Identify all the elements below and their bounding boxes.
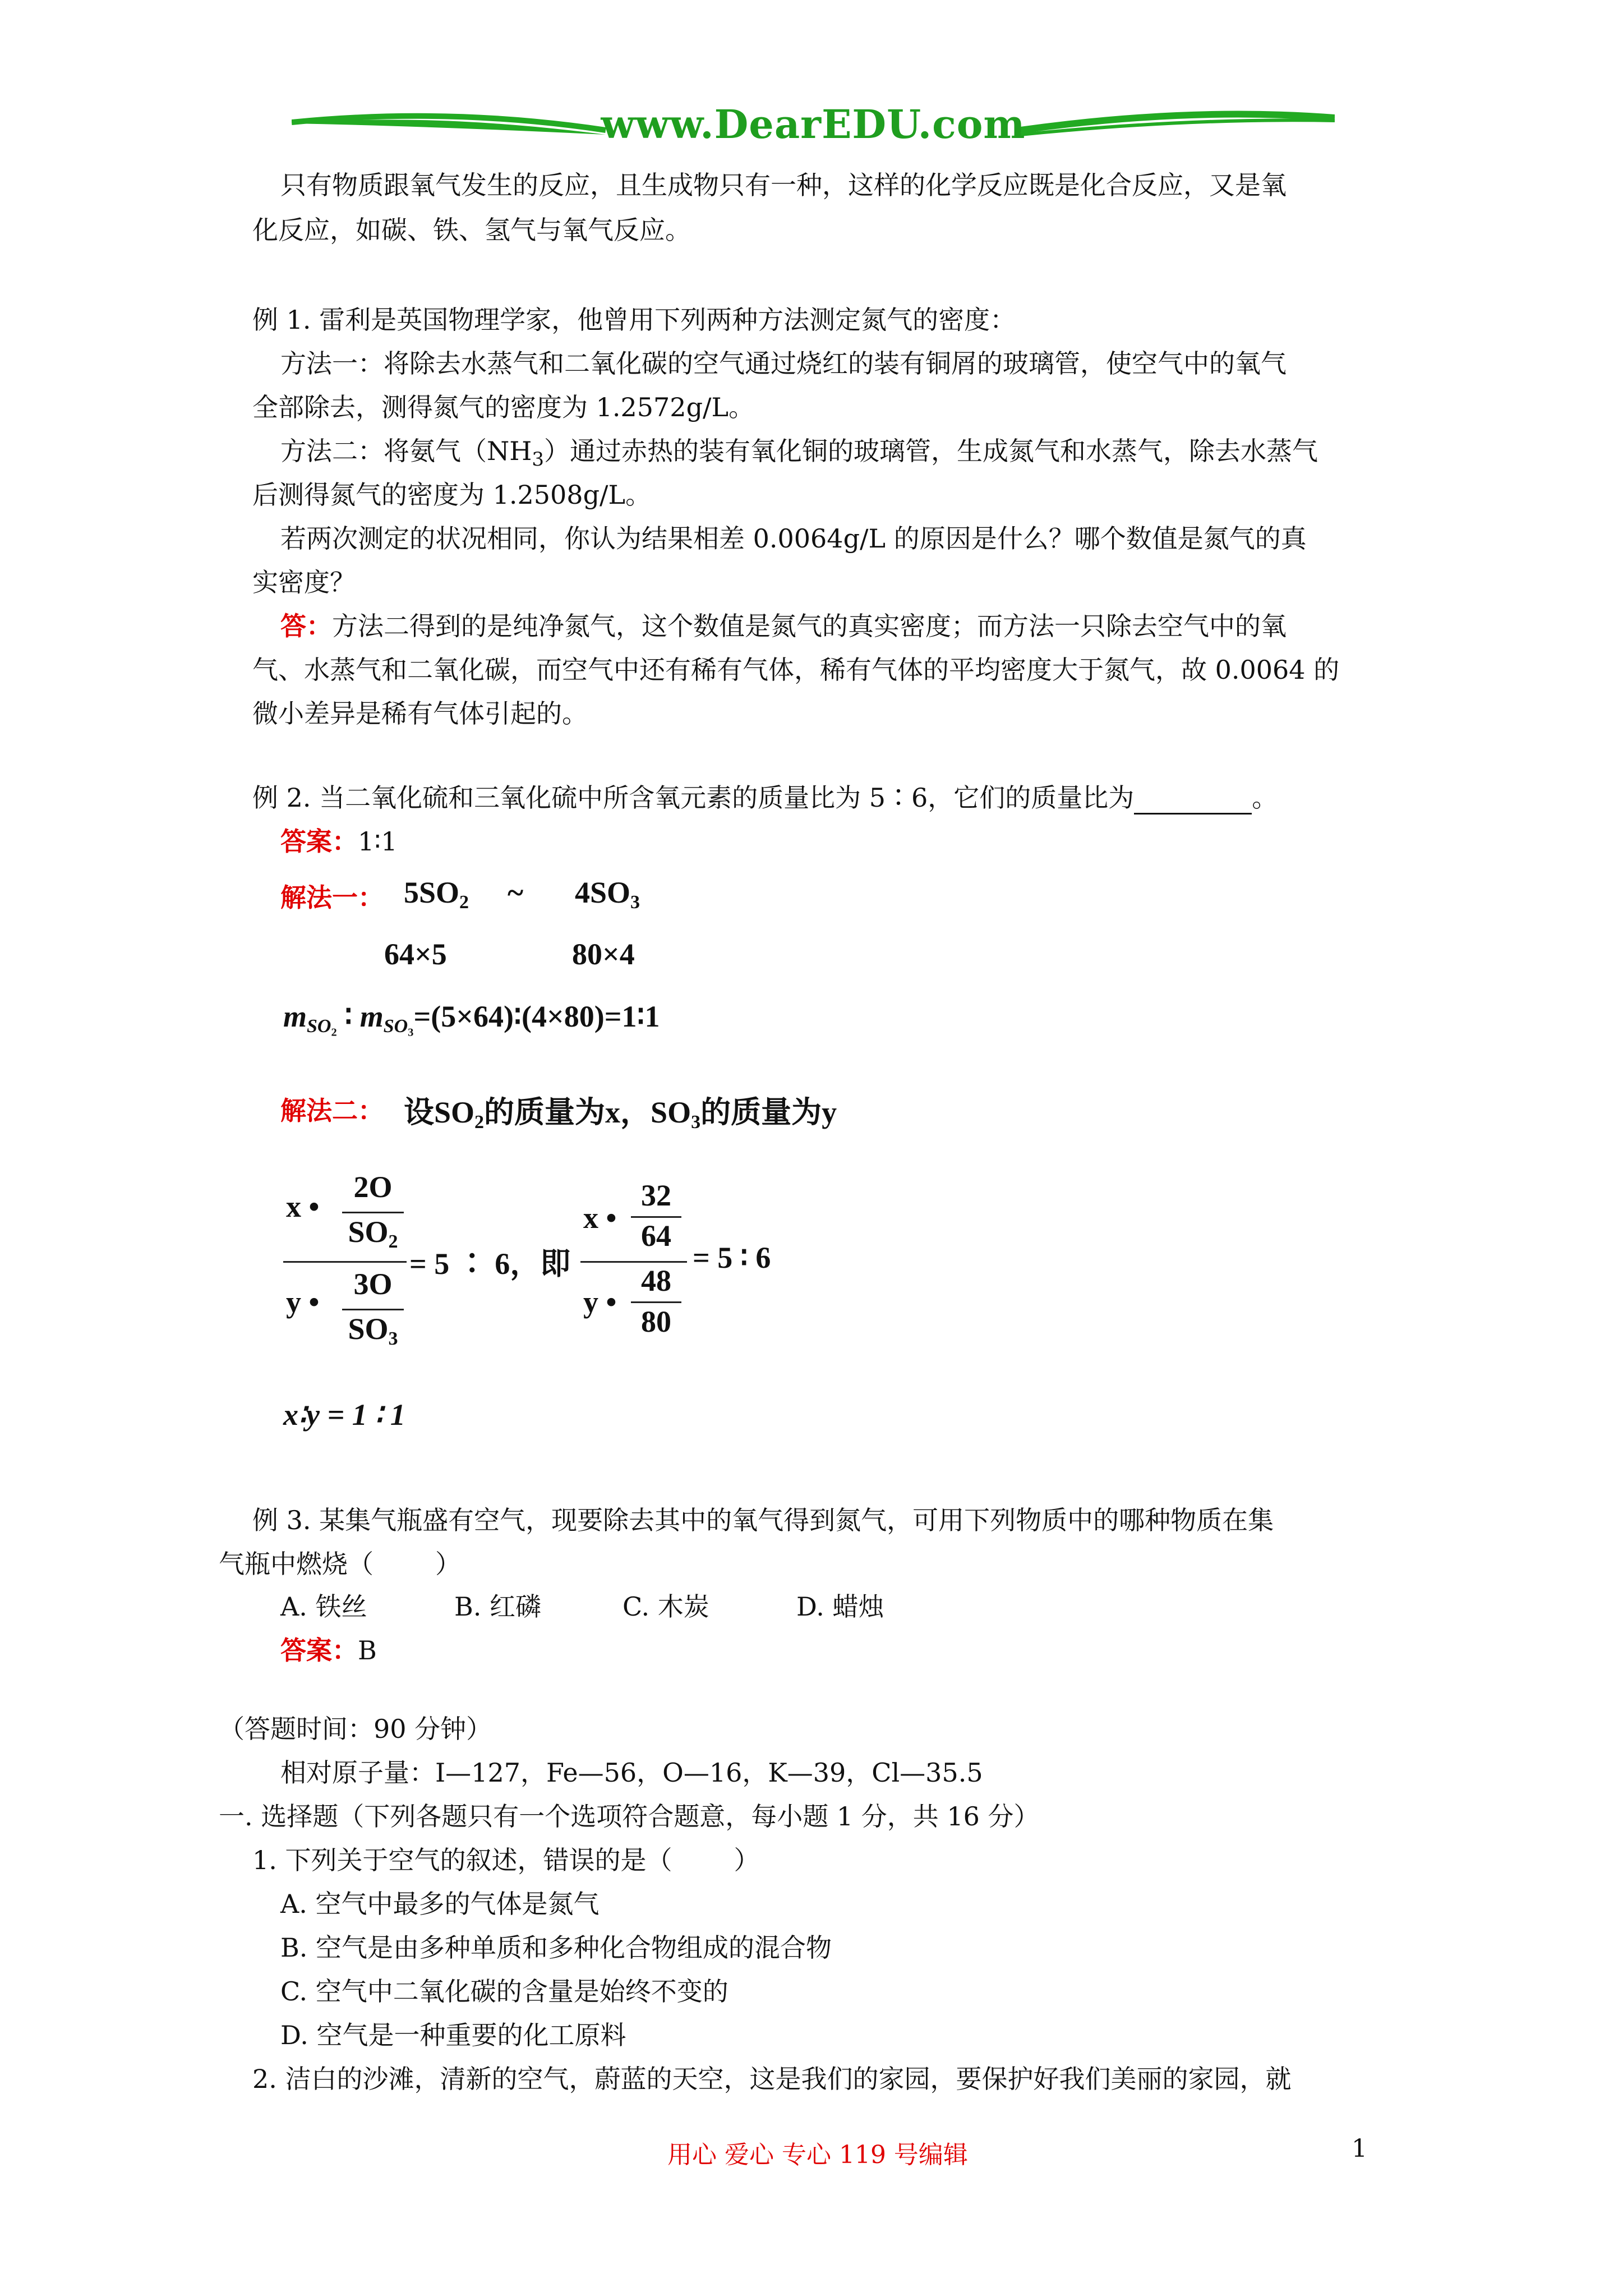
ex3-q2-post: ） xyxy=(435,1549,461,1579)
frac1-SO2-text: SO xyxy=(348,1215,389,1249)
ex3-q2-pre: 气瓶中燃烧（ xyxy=(219,1549,374,1579)
footer-text: 用心 爱心 专心 119 号编辑 xyxy=(667,2141,968,2169)
exam-q1-option-a: A. 空气中最多的气体是氮气 xyxy=(280,1889,600,1919)
ex1-answer-text: 方法二得到的是纯净氮气，这个数值是氮气的真实密度；而方法一只除去空气中的氧 xyxy=(332,611,1287,641)
sol1-5so2-sub: 2 xyxy=(459,892,469,913)
ex3-answer xyxy=(280,1634,1623,1667)
m-so3-sub: SO₃ xyxy=(383,1016,414,1037)
frac1-y: y • xyxy=(286,1285,320,1319)
sol1-ratio-value: =(5×64)∶(4×80)=1∶1 xyxy=(413,1000,660,1033)
exam-q1 xyxy=(252,1843,1623,1877)
ex1-method1-a: 方法一：将除去水蒸气和二氧化碳的空气通过烧红的装有铜屑的玻璃管，使空气中的氧气 xyxy=(280,348,1287,379)
site-name: www.DearEDU.com xyxy=(601,101,1026,148)
sol2-result: x∶y = 1 ∶ 1 xyxy=(283,1398,405,1432)
frac2-x: x • xyxy=(583,1201,617,1235)
frac2-equals: = 5 ∶ 6 xyxy=(693,1241,771,1274)
sol1-64x5: 64×5 xyxy=(384,937,447,971)
exam-section-title: 一. 选择题（下列各题只有一个选项符合题意，每小题 1 分，共 16 分） xyxy=(219,1801,1040,1832)
ex2-answer xyxy=(280,825,1623,858)
ex3-option-c: C. 木炭 xyxy=(623,1591,709,1622)
ex1-answer-label: 答： xyxy=(280,611,332,641)
ex1-answer-b: 气、水蒸气和二氧化碳，而空气中还有稀有气体，稀有气体的平均密度大于氮气，故 0.0064 的 xyxy=(252,655,1340,685)
ex3-answer-label: 答案： xyxy=(280,1635,358,1665)
exam-q1-option-b: B. 空气是由多种单质和多种化合物组成的混合物 xyxy=(280,1932,832,1963)
sol2-setup xyxy=(404,1088,837,1133)
sol2-label: 解法二： xyxy=(280,1096,384,1126)
ex1-method2-post: ）通过赤热的装有氧化铜的玻璃管，生成氮气和水蒸气，除去水蒸气 xyxy=(544,436,1318,466)
ex3-option-b: B. 红磷 xyxy=(454,1591,542,1622)
frac2-inner-bar-bottom xyxy=(631,1301,681,1303)
exam-time: （答题时间：90 分钟） xyxy=(219,1714,492,1744)
frac1-SO2 xyxy=(342,1214,404,1253)
frac1-SO3-sub: 3 xyxy=(388,1328,398,1349)
answer-blank xyxy=(1134,786,1252,815)
ex3-option-d: D. 蜡烛 xyxy=(796,1591,884,1622)
intro-line-1: 只有物质跟氧气发生的反应，且生成物只有一种，这样的化学反应既是化合反应，又是氧 xyxy=(280,170,1287,200)
sol1-4so3-text: 4SO xyxy=(575,876,631,909)
ex3-question-a: 例 3. 某集气瓶盛有空气，现要除去其中的氧气得到氮气，可用下列物质中的哪种物质在集 xyxy=(252,1505,1274,1535)
sol1-4so3-sub: 3 xyxy=(630,892,640,913)
frac1-main-bar xyxy=(283,1261,407,1263)
ex2-sol1-row1 xyxy=(280,875,1623,920)
sol2-sub2: 2 xyxy=(474,1112,485,1133)
ex3-question-b xyxy=(219,1547,1623,1581)
ex1-method2-sub: 3 xyxy=(532,448,545,471)
sol2-sub3: 3 xyxy=(691,1112,701,1133)
sol1-4so3 xyxy=(575,875,640,913)
exam-q1-pre: 1. 下列关于空气的叙述，错误的是（ xyxy=(252,1845,672,1875)
ex3-answer-value: B xyxy=(358,1635,377,1665)
intro-line-2: 化反应，如碳、铁、氢气与氧气反应。 xyxy=(252,215,691,245)
frac1-x: x • xyxy=(286,1190,320,1223)
frac2-64: 64 xyxy=(641,1219,671,1253)
exam-atomic-masses: 相对原子量：I—127，Fe—56，O—16，K—39，Cl—35.5 xyxy=(280,1757,983,1788)
ex1-method2-pre: 方法二：将氨气（NH xyxy=(280,436,532,466)
exam-q1-post: ） xyxy=(734,1845,760,1875)
ex1-method2-b: 后测得氮气的密度为 1.2508g/L。 xyxy=(252,480,652,510)
sol2-text-c: 的质量为y xyxy=(700,1096,837,1129)
m-so2-sub: SO₂ xyxy=(307,1016,337,1037)
ex2-answer-label: 答案： xyxy=(280,826,358,857)
ex3-option-a: A. 铁丝 xyxy=(280,1591,367,1622)
frac1-SO2-sub: 2 xyxy=(388,1231,398,1252)
frac1-inner-bar-bottom xyxy=(342,1309,404,1310)
header-banner xyxy=(292,95,1335,157)
page-number: 1 xyxy=(1352,2134,1367,2163)
ex1-question-b: 实密度？ xyxy=(252,567,356,597)
ex2-title-pre: 例 2. 当二氧化硫和三氧化硫中所含氧元素的质量比为 5∶6，它们的质量比为 xyxy=(252,783,1135,813)
exam-q2: 2. 洁白的沙滩，清新的空气，蔚蓝的天空，这是我们的家园，要保护好我们美丽的家园，就 xyxy=(252,2064,1292,2094)
frac1-inner-bar-top xyxy=(342,1212,404,1213)
sol1-5so2 xyxy=(404,875,469,913)
frac1-3O: 3O xyxy=(353,1267,393,1301)
sol1-80x4: 80×4 xyxy=(572,937,635,971)
frac2-y: y • xyxy=(583,1285,617,1319)
sol1-ratio: $m_{SO_2}$ ∶ $m_{SO_3}=(5\times 64)∶(4\times 80)=1∶1$ xyxy=(283,1000,660,1037)
exam-q1-option-c: C. 空气中二氧化碳的含量是始终不变的 xyxy=(280,1976,728,2007)
frac2-80: 80 xyxy=(641,1305,671,1338)
ex2-title-post: 。 xyxy=(1252,783,1278,813)
sol1-tilde: ~ xyxy=(508,876,524,909)
ex1-method2-a xyxy=(280,434,1623,476)
ex2-answer-value: 1∶1 xyxy=(358,826,398,857)
sol1-label: 解法一： xyxy=(280,882,384,913)
ex1-title: 例 1. 雷利是英国物理学家，他曾用下列两种方法测定氮气的密度： xyxy=(252,305,1016,335)
ex1-answer-c: 微小差异是稀有气体引起的。 xyxy=(252,698,588,729)
ex1-question-a: 若两次测定的状况相同，你认为结果相差 0.0064g/L 的原因是什么？哪个数值是氮气的真 xyxy=(280,523,1307,554)
sol2-text-a: 设SO xyxy=(404,1096,475,1129)
frac2-inner-bar-top xyxy=(631,1216,681,1218)
sol1-5so2-text: 5SO xyxy=(404,876,460,909)
frac1-SO3 xyxy=(342,1312,404,1350)
frac1-SO3-text: SO xyxy=(348,1312,389,1346)
frac2-32: 32 xyxy=(641,1179,671,1212)
ex1-method1-b: 全部除去，测得氮气的密度为 1.2572g/L。 xyxy=(252,392,755,422)
m-so2: m xyxy=(283,1000,307,1033)
sol2-text-b: 的质量为x，SO xyxy=(484,1096,691,1129)
ex1-answer-a xyxy=(280,609,1623,643)
m-so3: m xyxy=(359,1000,384,1033)
ex2-title xyxy=(252,781,1623,815)
frac2-48: 48 xyxy=(641,1264,671,1297)
frac2-main-bar xyxy=(580,1261,687,1263)
frac1-2O: 2O xyxy=(353,1170,393,1204)
exam-q1-option-d: D. 空气是一种重要的化工原料 xyxy=(280,2020,626,2050)
frac1-equals: = 5 ∶ 6，即 xyxy=(409,1247,571,1281)
